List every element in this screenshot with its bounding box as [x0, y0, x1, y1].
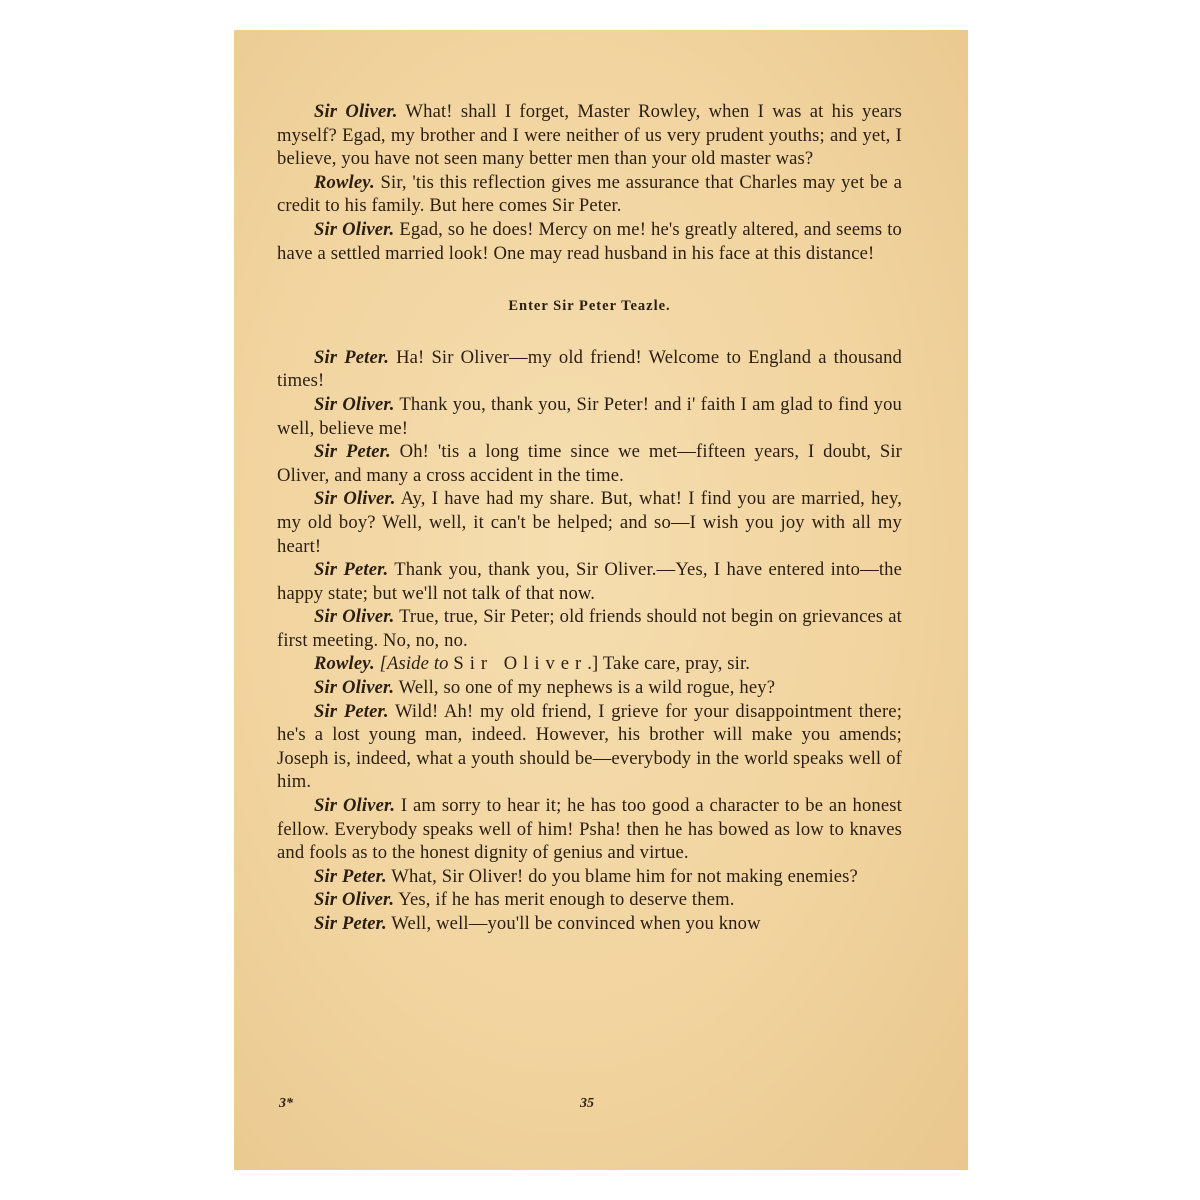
dialogue-paragraph	[277, 676, 902, 700]
speaker-name: Sir Peter.	[314, 913, 387, 934]
dialogue-paragraph	[277, 865, 902, 889]
speaker-name: Sir Oliver.	[314, 393, 395, 415]
page-text	[277, 100, 902, 936]
speaker-name: Rowley.	[314, 653, 375, 675]
dialogue-text: Yes, if he has merit enough to deserve them.	[394, 889, 735, 911]
page-footer	[234, 1096, 968, 1118]
dialogue-text: Ay, I have had my share. But, what! I find you are married, hey, my old boy? Well, well, it can't be helped; and so—I wish you joy with all my heart!	[277, 488, 902, 557]
dialogue-text: Wild! Ah! my old friend, I grieve for your disappointment there; he's a lost young man, indeed. However, his brother will make you amends; Joseph is, indeed, what a youth should be—everybody in the world speaks well of him.	[277, 700, 903, 793]
speaker-name: Sir Peter.	[314, 865, 387, 887]
dialogue-paragraph	[277, 605, 902, 652]
speaker-name: Sir Oliver.	[314, 101, 398, 122]
speaker-name: Sir Oliver.	[314, 218, 395, 240]
dialogue-paragraph	[277, 393, 902, 440]
dialogue-text: Well, well—you'll be convinced when you know	[386, 913, 761, 934]
speaker-name: Rowley.	[314, 171, 375, 193]
dialogue-text: Well, so one of my nephews is a wild rogue, hey?	[394, 677, 776, 699]
dialogue-paragraph	[277, 171, 902, 218]
page-number: 35	[580, 1096, 594, 1111]
dialogue-text: Take care, pray, sir.	[598, 653, 751, 675]
dialogue-text: True, true, Sir Peter; old friends should not begin on grievances at first meeting. No, no, no.	[277, 606, 903, 651]
dialogue-paragraph	[277, 218, 902, 265]
dialogue-paragraph	[277, 794, 902, 865]
speaker-name: Sir Oliver.	[314, 606, 395, 628]
aside-open: [Aside to	[374, 653, 454, 675]
dialogue-paragraph	[277, 558, 902, 605]
dialogue-text: What, Sir Oliver! do you blame him for not making enemies?	[386, 865, 858, 887]
dialogue-paragraph	[277, 440, 902, 487]
speaker-name: Sir Peter.	[314, 441, 391, 463]
dialogue-paragraph	[277, 912, 902, 936]
dialogue-paragraph	[277, 346, 902, 393]
speaker-name: Sir Oliver.	[314, 795, 396, 817]
speaker-name: Sir Peter.	[314, 346, 390, 368]
dialogue-paragraph	[277, 100, 902, 171]
speaker-name: Sir Peter.	[314, 700, 389, 722]
speaker-name: Sir Oliver.	[314, 889, 395, 911]
speaker-name: Sir Peter.	[314, 559, 389, 581]
speaker-name: Sir Oliver.	[314, 677, 395, 699]
dialogue-text: Sir, 'tis this reflection gives me assurance that Charles may yet be a credit to his family. But here comes Sir Peter.	[277, 171, 902, 217]
dialogue-paragraph	[277, 700, 902, 794]
dialogue-text: What! shall I forget, Master Rowley, when I was at his years myself? Egad, my brother and I were neither of us very prudent youths; and yet, I believe, you have not seen many better men than your old master was?	[277, 101, 902, 170]
speaker-name: Sir Oliver.	[314, 488, 396, 510]
aside-close: .]	[587, 653, 599, 675]
dialogue-text: Egad, so he does! Mercy on me! he's greatly altered, and seems to have a settled married look! One may read husband in his face at this distance!	[277, 218, 902, 264]
dialogue-text: I am sorry to hear it; he has too good a character to be an honest fellow. Everybody speaks well of him! Psha! then he has bowed as low to knaves and fools as to the honest dignity of genius and virtue.	[277, 795, 902, 864]
signature-mark: 3*	[279, 1096, 293, 1111]
dialogue-text: Thank you, thank you, Sir Peter! and i' faith I am glad to find you well, believe me!	[277, 393, 902, 439]
stage-direction: Enter Sir Peter Teazle.	[508, 298, 671, 315]
dialogue-text: Oh! 'tis a long time since we met—fifteen years, I doubt, Sir Oliver, and many a cross accident in the time.	[277, 441, 903, 486]
dialogue-paragraph-aside	[277, 652, 902, 676]
aside-target: Sir Oliver	[453, 653, 588, 675]
dialogue-paragraph	[277, 888, 902, 912]
dialogue-text: Ha! Sir Oliver—my old friend! Welcome to England a thousand times!	[277, 346, 902, 392]
book-page	[234, 30, 968, 1170]
dialogue-paragraph	[277, 487, 902, 558]
dialogue-text: Thank you, thank you, Sir Oliver.—Yes, I have entered into—the happy state; but we'll not talk of that now.	[277, 559, 903, 604]
